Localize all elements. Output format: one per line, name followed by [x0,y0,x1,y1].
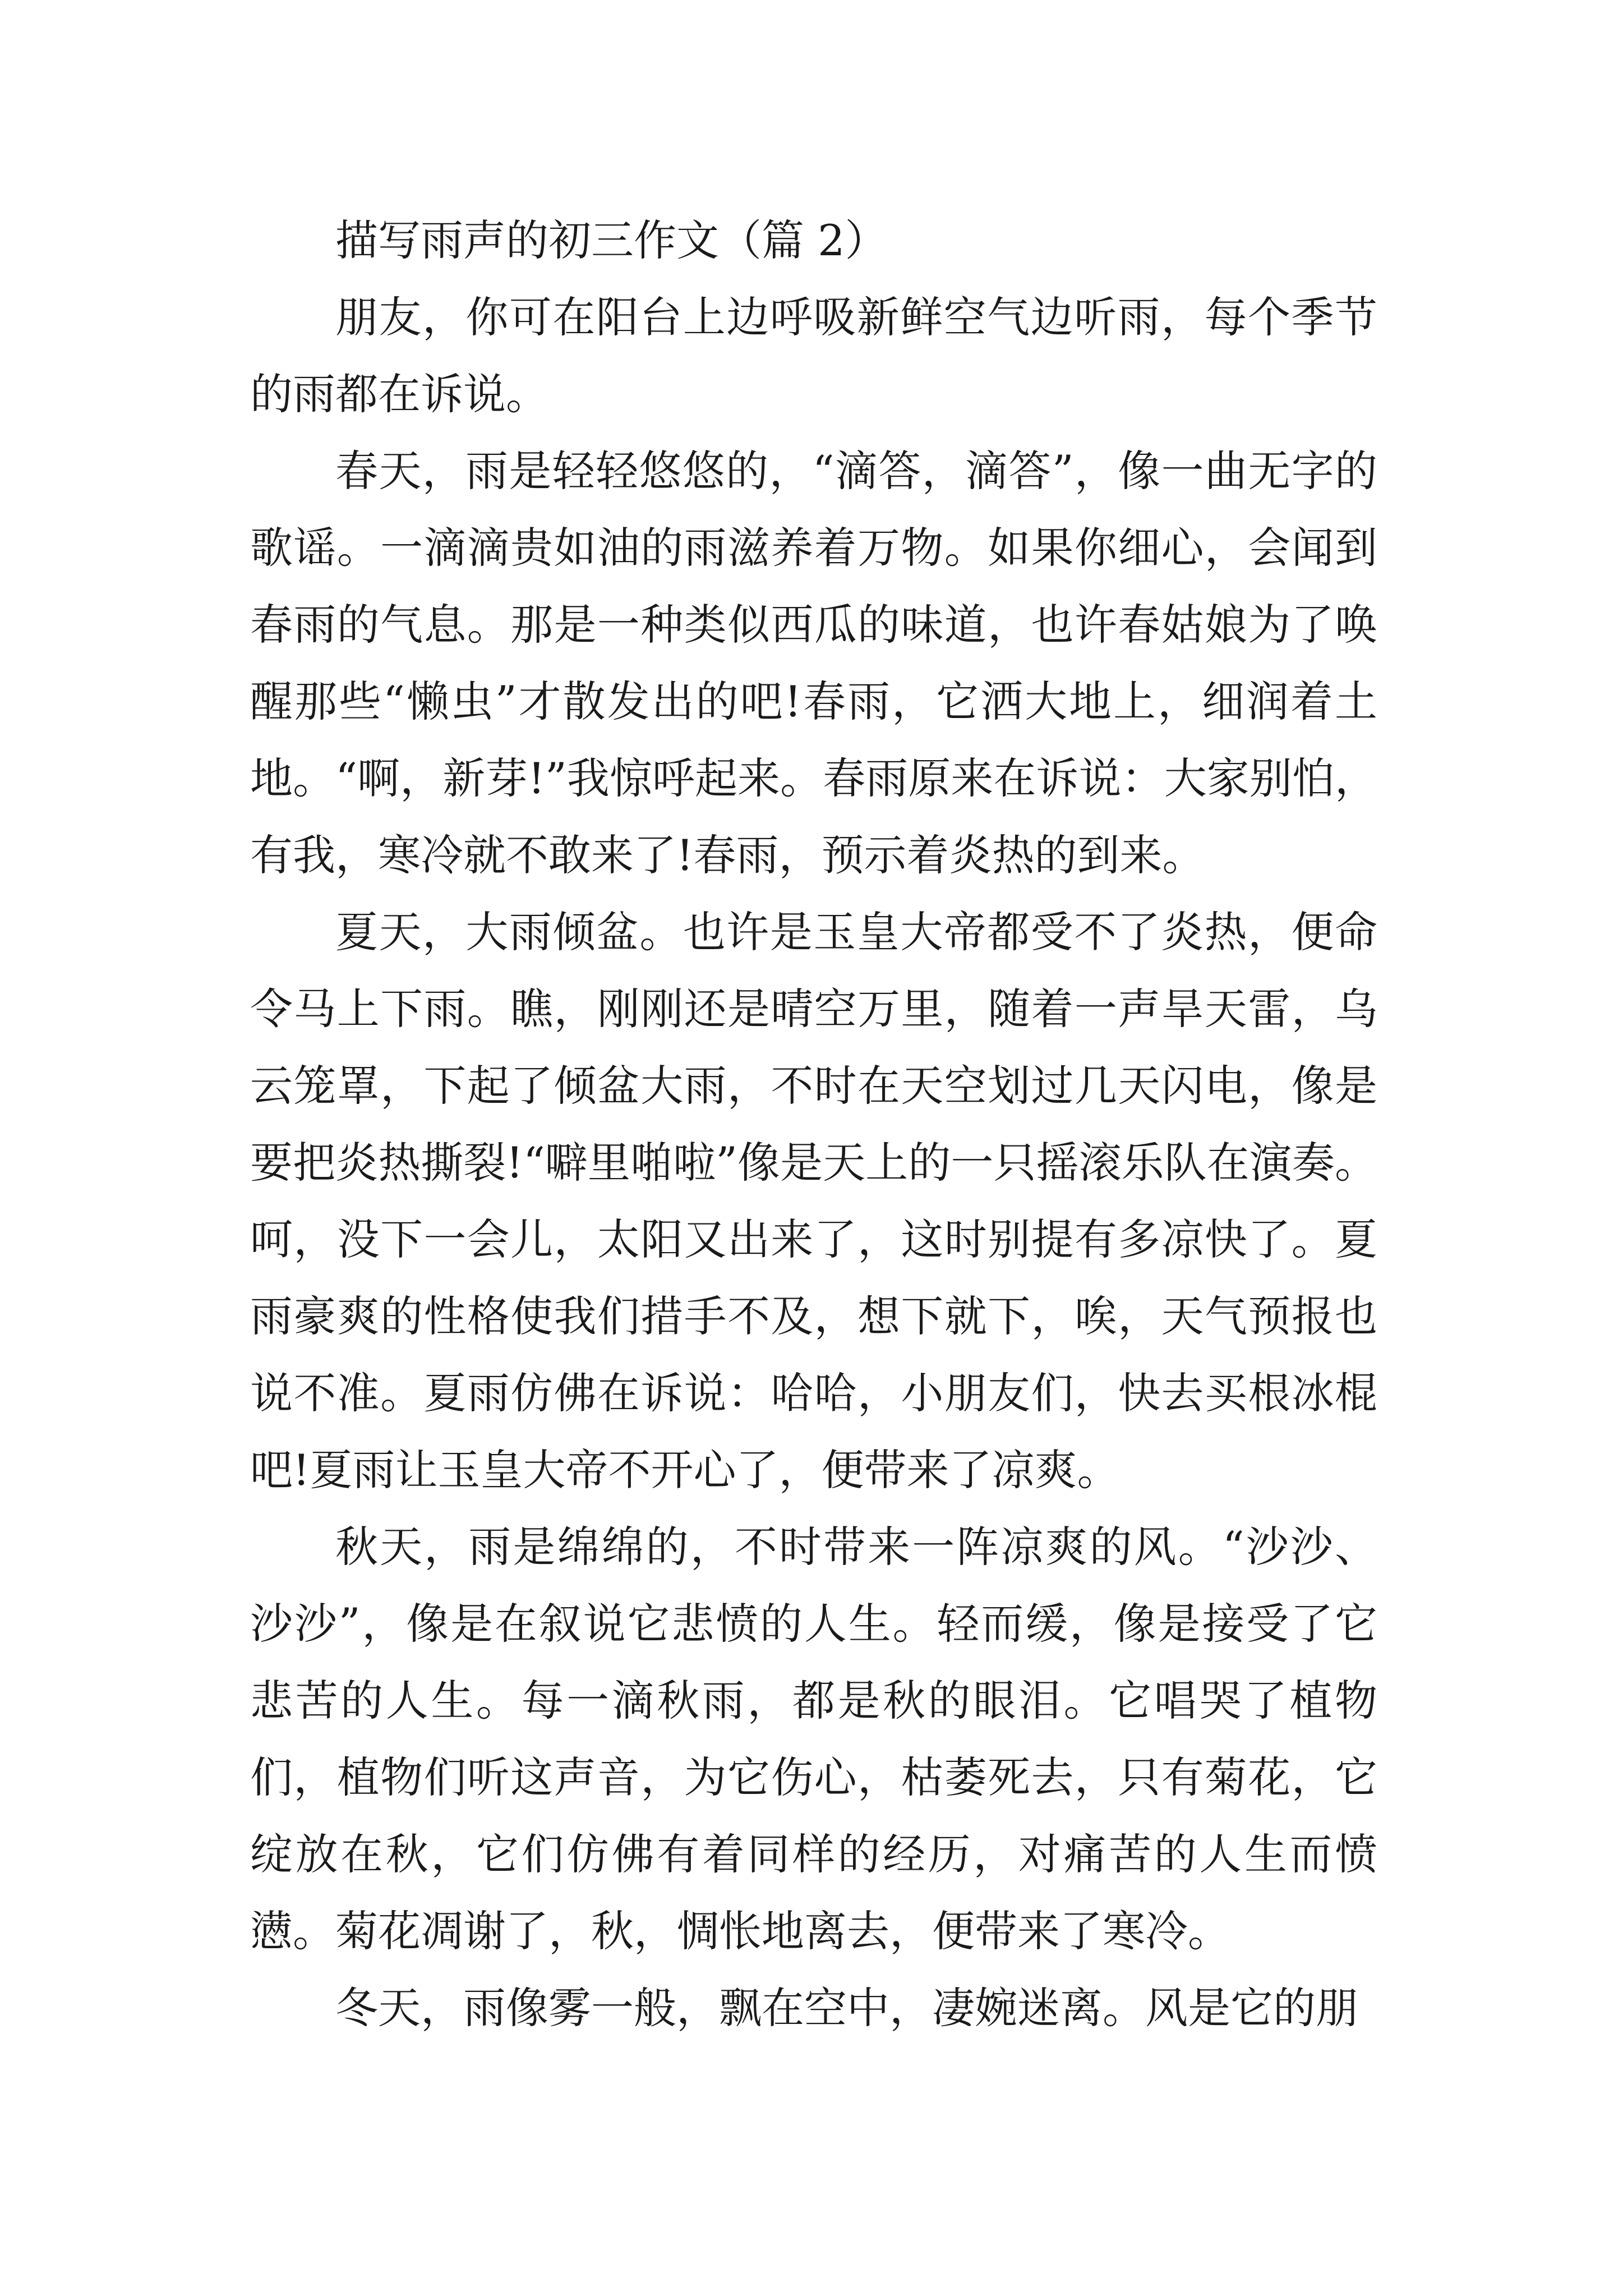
document-title: 描写雨声的初三作文（篇 2） [335,215,888,265]
paragraph-spring: 春天，雨是轻轻悠悠的，“滴答，滴答”，像一曲无字的歌谣。一滴滴贵如油的雨滋养着万物。如果你细心，会闻到春雨的气息。那是一种类似西瓜的味道，也许春姑娘为了唤醒那些“懒虫”才散发出的吧!春雨，它洒大地上，细润着土地。“啊，新芽!”我惊呼起来。春雨原来在诉说：大家别怕，有我，寒冷就不敢来了!春雨，预示着炎热的到来。 [250,446,1377,880]
paragraph-summer: 夏天，大雨倾盆。也许是玉皇大帝都受不了炎热，便命令马上下雨。瞧，刚刚还是晴空万里，随着一声旱天雷，乌云笼罩，下起了倾盆大雨，不时在天空划过几天闪电，像是要把炎热撕裂!“噼里啪啦”像是天上的一只摇滚乐队在演奏。呵，没下一会儿，太阳又出来了，这时别提有多凉快了。夏雨豪爽的性格使我们措手不及，想下就下，唉，天气预报也说不准。夏雨仿佛在诉说：哈哈，小朋友们，快去买根冰棍吧!夏雨让玉皇大帝不开心了，便带来了凉爽。 [250,907,1377,1495]
document-body [250,202,1377,2046]
paragraph-winter: 冬天，雨像雾一般，飘在空中，凄婉迷离。风是它的朋 [335,1983,1358,2033]
paragraph-autumn: 秋天，雨是绵绵的，不时带来一阵凉爽的风。“沙沙、沙沙”，像是在叙说它悲愤的人生。轻而缓，像是接受了它悲苦的人生。每一滴秋雨，都是秋的眼泪。它唱哭了植物们，植物们听这声音，为它伤心，枯萎死去，只有菊花，它绽放在秋，它们仿佛有着同样的经历，对痛苦的人生而愤懑。菊花凋谢了，秋，惆怅地离去，便带来了寒冷。 [250,1522,1377,1956]
paragraph-intro: 朋友，你可在阳台上边呼吸新鲜空气边听雨，每个季节的雨都在诉说。 [250,292,1377,419]
